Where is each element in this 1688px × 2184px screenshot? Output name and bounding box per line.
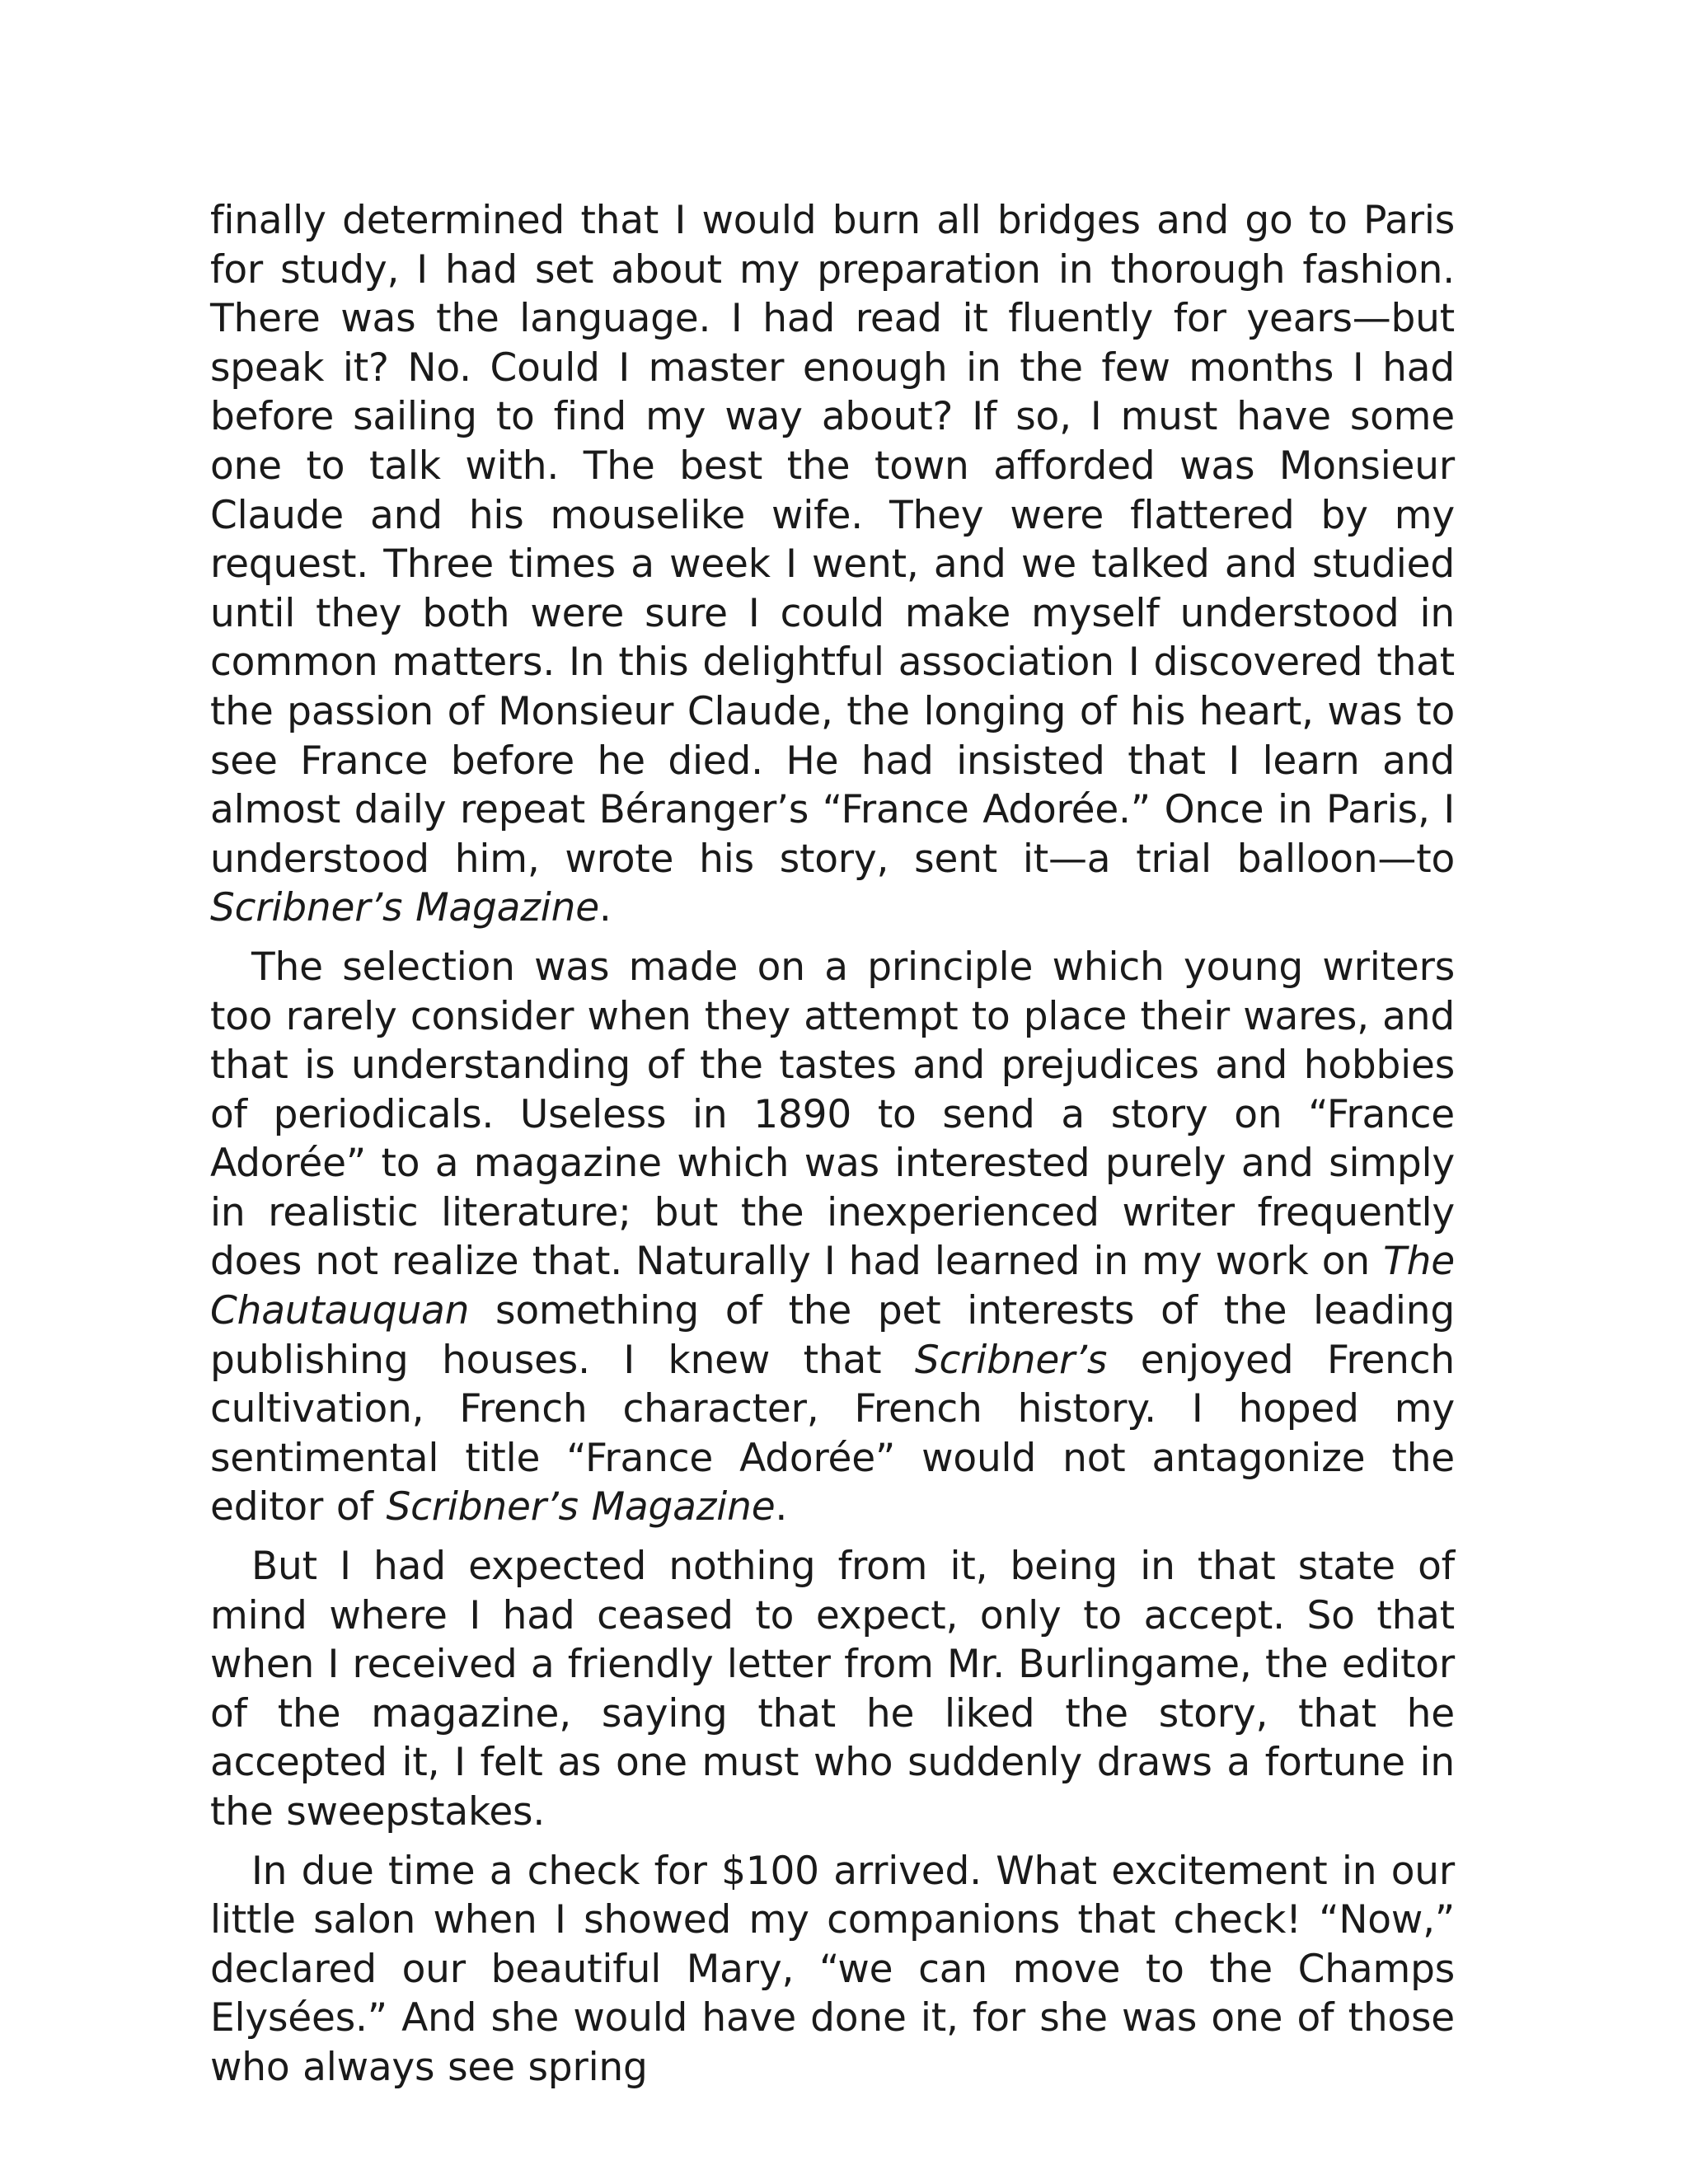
- text-run: finally determined that I would burn all bridges and go to Paris for study, I had set about my preparation in thorough fashion. There was the language. I had read it fluently for years—but speak it? No. Could I master enough in the few months I had before sailing to find my way about? If so, I must have some one to talk with. The best the town afforded was Monsieur Claude and his mouselike wife. They were flattered by my request. Three times a week I went, and we talked and studied until they both were sure I could make myself understood in common matters. In this delightful association I discovered that the passion of Monsieur Claude, the longing of his heart, was to see France before he died. He had insisted that I learn and almost daily repeat Béranger’s “France Adorée.” Once in Paris, I understood him, wrote his story, sent it—a trial balloon—to: [210, 198, 1455, 882]
- paragraph-4: [210, 1847, 1455, 2093]
- italic-title: Scribner’s Magazine: [386, 1484, 776, 1530]
- paragraph-2: [210, 943, 1455, 1532]
- text-run: .: [775, 1484, 788, 1530]
- italic-title: Scribner’s: [914, 1337, 1108, 1383]
- italic-title: Scribner’s Magazine: [210, 885, 599, 931]
- text-run: something of the pet interests of the leading publishing houses. I knew that: [210, 1288, 1455, 1383]
- text-run: The selection was made on a principle which young writers too rarely consider when they attempt to place their wares, and that is understanding of the tastes and prejudices and hobbies of periodicals. Useless in 1890 to send a story on “France Adorée” to a magazine which was interested purely and simply in realistic literature; but the inexperienced writer frequently does not realize that. Naturally I had learned in my work on: [210, 944, 1455, 1285]
- italic-title: The Chautauquan: [210, 1239, 1455, 1334]
- paragraph-3: [210, 1542, 1455, 1837]
- text-run: .: [598, 885, 612, 931]
- paragraph-1: [210, 196, 1455, 933]
- page-body: [210, 196, 1455, 2093]
- text-run: enjoyed French cultivation, French character, French history. I hoped my sentimental title “France Adorée” would not antagonize the editor of: [210, 1337, 1455, 1530]
- text-run: In due time a check for $100 arrived. What excitement in our little salon when I showed my companions that check! “Now,” declared our beautiful Mary, “we can move to the Champs Elysées.” And she would have done it, for she was one of those who always see spring: [210, 1848, 1455, 2090]
- text-run: But I had expected nothing from it, being in that state of mind where I had ceased to expect, only to accept. So that when I received a friendly letter from Mr. Burlingame, the editor of the magazine, saying that he liked the story, that he accepted it, I felt as one must who suddenly draws a fortune in the sweepstakes.: [210, 1544, 1455, 1835]
